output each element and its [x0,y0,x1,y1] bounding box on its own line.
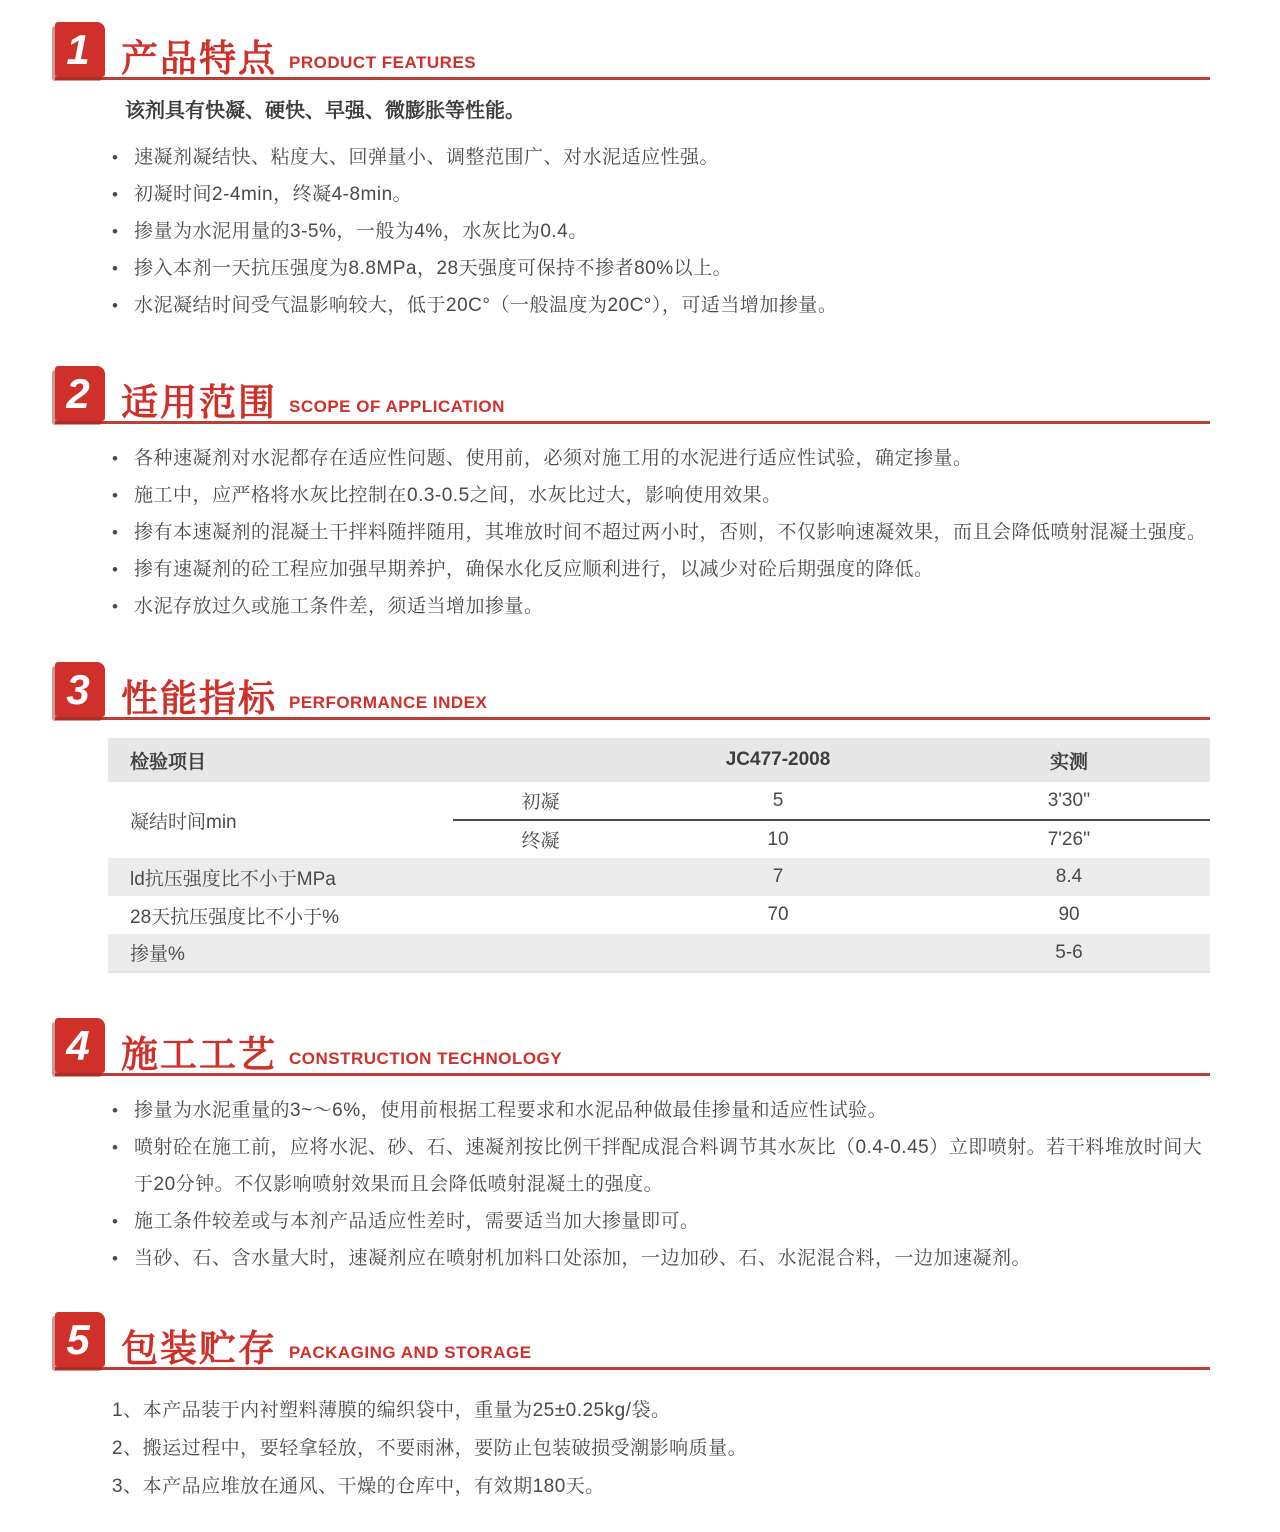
section-header [55,366,1210,424]
section-intro: 该剂具有快凝、硬快、早强、微膨胀等性能。 [125,100,525,122]
section-number-badge [55,1312,105,1367]
section-title-cn: 施工工艺 [121,1033,277,1075]
table-header-item: 检验项目 [108,738,628,782]
table-row-28d-strength [108,896,1210,934]
performance-table [108,738,1210,973]
table-cell-jc [628,934,928,972]
section-number: 1 [66,25,90,73]
table-cell-jc: 70 [767,904,789,925]
table-cell-jc: 5 [772,789,784,811]
bullet-item: • 水泥存放过久或施工条件差，须适当增加掺量。 [112,588,1210,625]
table-row-1d-strength [108,858,1210,896]
bullet-item: • 掺入本剂一天抗压强度为8.8MPa，28天强度可保持不掺者80%以上。 [112,250,1210,287]
section-title-en: PACKAGING AND STORAGE [289,1343,532,1362]
section-number-badge [55,1018,105,1073]
bullet-item: • 当砂、石、含水量大时，速凝剂应在喷射机加料口处添加，一边加砂、石、水泥混合料，一边加速凝剂。 [112,1240,1210,1277]
section-number: 4 [66,1021,90,1069]
bullet-item: • 掺量为水泥重量的3~～6%，使用前根据工程要求和水泥品种做最佳掺量和适应性试验。 [112,1092,1210,1129]
section-number-badge [55,662,105,717]
table-cell-measured: 90 [1058,904,1080,925]
section-header [55,662,1210,720]
section-title-cn: 性能指标 [121,677,277,719]
bullet-item: • 掺有本速凝剂的混凝土干拌料随拌随用，其堆放时间不超过两小时，否则，不仅影响速凝效果，而且会降低喷射混凝土强度。 [112,514,1210,551]
section-performance-index [55,662,1210,973]
table-cell-measured: 8.4 [928,858,1210,896]
section-number: 3 [66,665,90,713]
bullet-item: • 各种速凝剂对水泥都存在适应性问题、使用前，必须对施工用的水泥进行适应性试验，确定掺量。 [112,440,1210,477]
section-number: 2 [66,369,90,417]
table-cell-sub: 终凝 [453,820,628,858]
section-packaging-storage [55,1312,1210,1506]
table-cell-item: 28天抗压强度比不小于% [130,906,340,928]
section-title-cn: 包装贮存 [121,1327,277,1369]
bullet-item: • 施工中，应严格将水灰比控制在0.3-0.5之间，水灰比过大，影响使用效果。 [112,477,1210,514]
section-construction-technology [55,1018,1210,1277]
bullet-item: • 初凝时间2-4min，终凝4-8min。 [112,176,1210,213]
section-title-en: SCOPE OF APPLICATION [289,397,505,416]
bullet-item: • 掺有速凝剂的砼工程应加强早期养护，确保水化反应顺利进行，以减少对砼后期强度的降低。 [112,551,1210,588]
section-title-en: PRODUCT FEATURES [289,53,477,72]
bullet-item: • 速凝剂凝结快、粘度大、回弹量小、调整范围广、对水泥适应性强。 [112,139,1210,176]
section-scope-of-application [55,366,1210,625]
section-product-features [55,22,1210,324]
section-title-cn: 产品特点 [121,37,277,79]
section-number-badge [55,366,105,421]
table-header-measured: 实测 [928,738,1210,782]
section-title-en: CONSTRUCTION TECHNOLOGY [289,1049,563,1068]
bullet-item: • 喷射砼在施工前，应将水泥、砂、石、速凝剂按比例干拌配成混合料调节其水灰比（0.4-0.45）立即喷射。若干料堆放时间大于20分钟。不仅影响喷射效果而且会降低喷射混凝土的强度。 [112,1129,1210,1203]
table-cell-measured: 3'30'' [1047,789,1091,811]
bullet-list [55,1092,1210,1277]
table-cell-jc: 7 [628,858,928,896]
bullet-item: • 掺量为水泥用量的3-5%，一般为4%，水灰比为0.4。 [112,213,1210,250]
table-cell-measured: 7'26'' [928,820,1210,858]
section-number-badge [55,22,105,77]
section-header [55,1018,1210,1076]
numbered-item: 2、搬运过程中，要轻拿轻放，不要雨淋，要防止包装破损受潮影响质量。 [112,1438,748,1459]
numbered-item: 3、本产品应堆放在通风、干燥的仓库中，有效期180天。 [112,1476,605,1497]
table-cell-sub: 初凝 [521,792,560,813]
table-cell-item: 掺量% [108,934,628,972]
table-row-dosage [108,934,1210,972]
section-title-en: PERFORMANCE INDEX [289,693,488,712]
table-header-row [108,738,1210,782]
section-number: 5 [66,1315,90,1363]
section-header [55,1312,1210,1370]
table-cell-jc: 10 [628,820,928,858]
table-cell-item: 凝结时间min [130,811,237,833]
section-header [55,22,1210,80]
bullet-item: • 施工条件较差或与本剂产品适应性差时，需要适当加大掺量即可。 [112,1203,1210,1240]
numbered-list [112,1392,1210,1506]
bullet-list [55,139,1210,324]
bullet-item: • 水泥凝结时间受气温影响较大，低于20C°（一般温度为20C°），可适当增加掺量。 [112,287,1210,324]
table-row-setting-initial [108,782,1210,820]
table-header-jc477: JC477-2008 [628,738,928,782]
bullet-list [55,440,1210,625]
section-title-cn: 适用范围 [121,381,277,423]
table-cell-measured: 5-6 [928,934,1210,972]
numbered-item: 1、本产品装于内衬塑料薄膜的编织袋中，重量为25±0.25kg/袋。 [112,1400,671,1421]
table-cell-item: ld抗压强度比不小于MPa [108,858,628,896]
